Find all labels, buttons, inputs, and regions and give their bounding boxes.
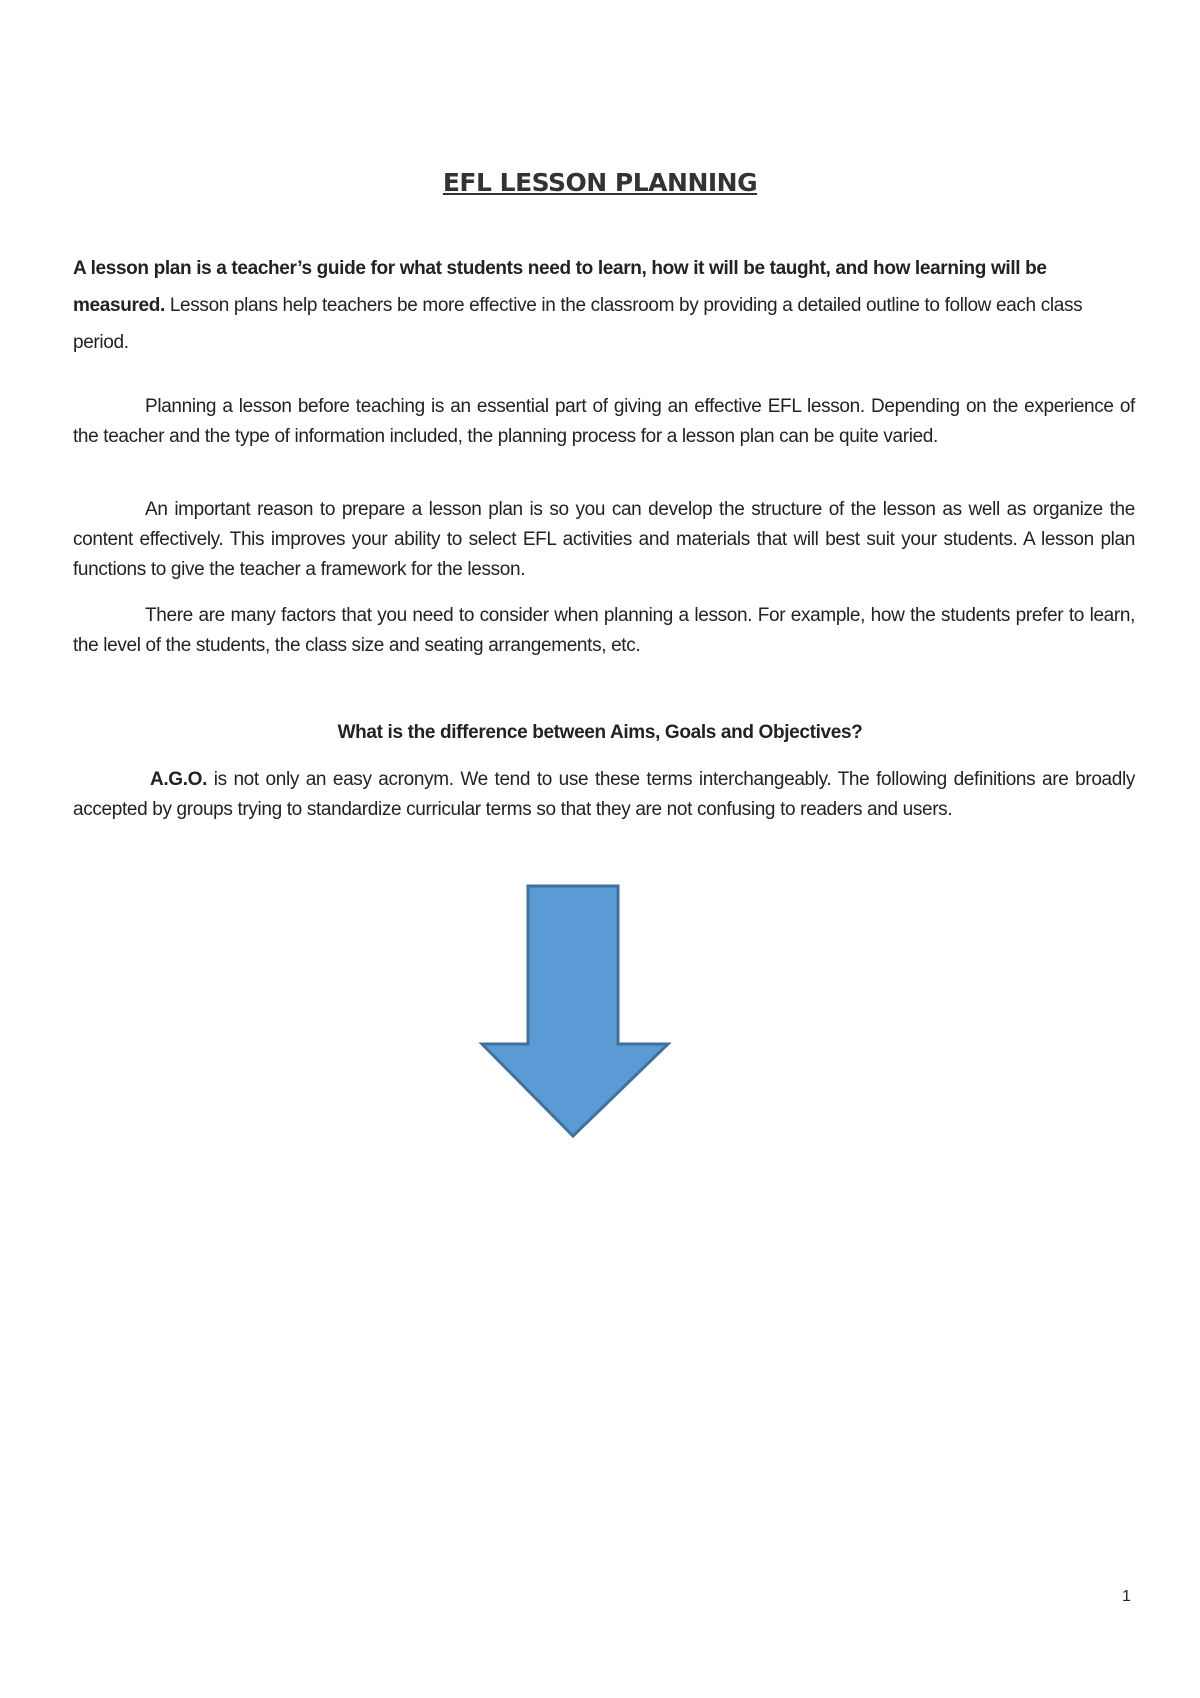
- ago-text: is not only an easy acronym. We tend to use these terms interchangeably. The following definitions are broadly accepted by groups trying to standardize curricular terms so that they are not confusing to readers and users.: [73, 769, 1135, 820]
- page-title: EFL LESSON PLANNING: [442, 168, 758, 197]
- paragraph-reason: An important reason to prepare a lesson plan is so you can develop the structure of the lesson as well as organize the content effectively. This improves your ability to select EFL activities and materials that will best suit your students. A lesson plan functions to give the teacher a framework for the lesson.: [73, 499, 1135, 580]
- intro-bold-text: A lesson plan is a teacher’s guide for what students need to learn, how it will be taught, and how learning will be measured.: [73, 258, 1047, 316]
- arrow-shape: [482, 886, 668, 1136]
- paragraph-ago: [73, 765, 1135, 825]
- ago-acronym: A.G.O.: [150, 769, 208, 790]
- section-heading: What is the difference between Aims, Goals and Objectives?: [337, 722, 863, 743]
- intro-paragraph: [73, 250, 1135, 361]
- page-number: 1: [1122, 1588, 1131, 1605]
- down-arrow-icon: [478, 882, 674, 1142]
- intro-text: Lesson plans help teachers be more effective in the classroom by providing a detailed outline to follow each class period.: [73, 295, 1083, 353]
- paragraph-factors: There are many factors that you need to consider when planning a lesson. For example, how the students prefer to learn, the level of the students, the class size and seating arrangements, etc.: [73, 605, 1135, 656]
- paragraph-planning: Planning a lesson before teaching is an essential part of giving an effective EFL lesson. Depending on the experience of the teacher and the type of information included, the planning process for a lesson plan can be quite varied.: [73, 396, 1135, 447]
